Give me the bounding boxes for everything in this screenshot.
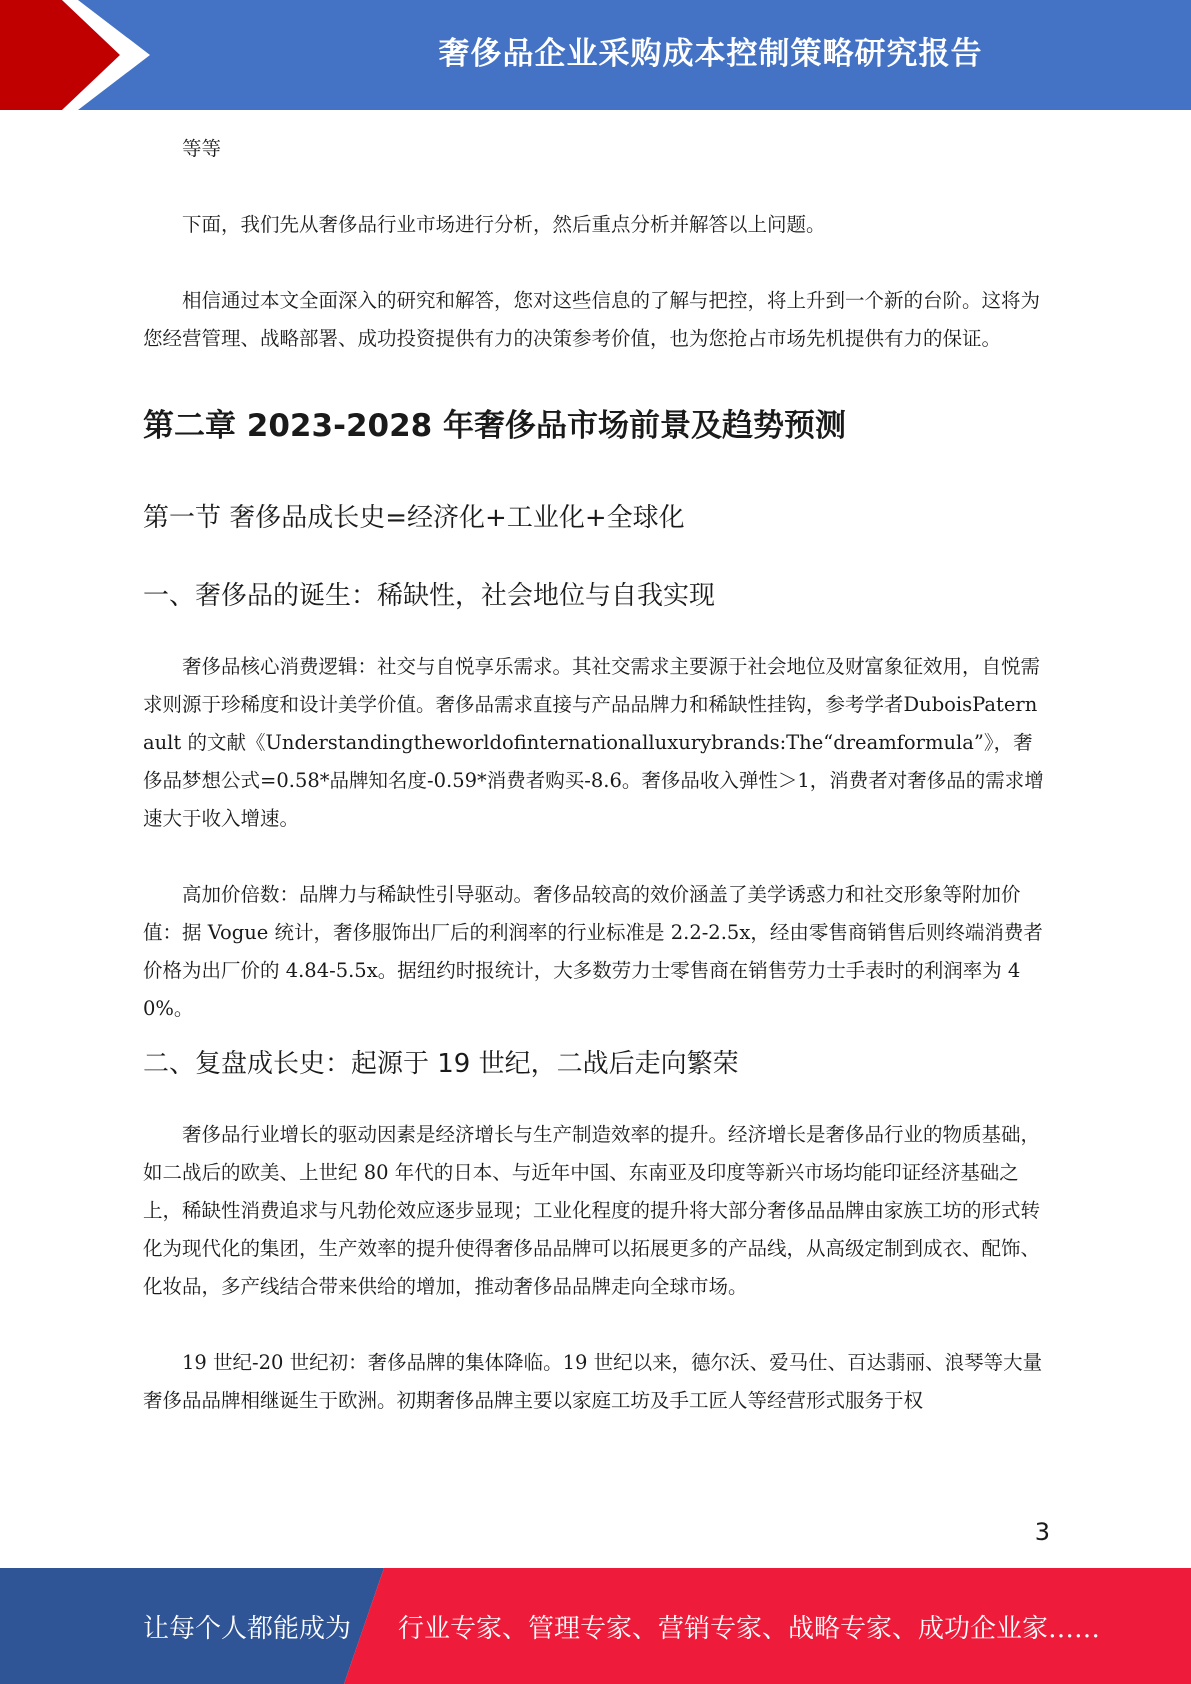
- page-number: 3: [1034, 1518, 1050, 1546]
- paragraph: 相信通过本文全面深入的研究和解答，您对这些信息的了解与把控，将上升到一个新的台阶。这将为您经营管理、战略部署、成功投资提供有力的决策参考价值，也为您抢占市场先机提供有力的保证。: [143, 289, 1041, 350]
- paragraph: 高加价倍数：品牌力与稀缺性引导驱动。奢侈品较高的效价涵盖了美学诱惑力和社交形象等附加价值：据 Vogue 统计，奢侈服饰出厂后的利润率的行业标准是 2.2-2.5x，经由零售商销售后则终端消费者价格为出厂价的 4.84-5.5x。据纽约时报统计，大多数劳力士零售商在销售劳力士手表时的利润率为 40%。: [143, 883, 1043, 1020]
- page-content: [143, 130, 1045, 1420]
- chapter-heading: 第二章 2023-2028 年奢侈品市场前景及趋势预测: [143, 408, 847, 444]
- paragraph: 奢侈品行业增长的驱动因素是经济增长与生产制造效率的提升。经济增长是奢侈品行业的物质基础，如二战后的欧美、上世纪 80 年代的日本、与近年中国、东南亚及印度等新兴市场均能印证经济基础之上，稀缺性消费追求与凡勃伦效应逐步显现；工业化程度的提升将大部分奢侈品品牌由家族工坊的形式转化为现代化的集团，生产效率的提升使得奢侈品品牌可以拓展更多的产品线，从高级定制到成衣、配饰、化妆品，多产线结合带来供给的增加，推动奢侈品品牌走向全球市场。: [143, 1123, 1041, 1298]
- header-title: 奢侈品企业采购成本控制策略研究报告: [438, 35, 983, 72]
- subsection-heading: 二、复盘成长史：起源于 19 世纪，二战后走向繁荣: [143, 1049, 739, 1079]
- paragraph: 19 世纪-20 世纪初：奢侈品牌的集体降临。19 世纪以来，德尔沃、爱马仕、百达翡丽、浪琴等大量奢侈品品牌相继诞生于欧洲。初期奢侈品牌主要以家庭工坊及手工匠人等经营形式服务于权: [143, 1351, 1043, 1412]
- page-header: [0, 0, 1191, 110]
- page-footer: [0, 1568, 1191, 1684]
- section-heading: 第一节 奢侈品成长史=经济化+工业化+全球化: [143, 503, 685, 533]
- subsection-heading: 一、奢侈品的诞生：稀缺性，社会地位与自我实现: [143, 581, 716, 611]
- header-arrow-decoration: [0, 0, 240, 110]
- footer-slogan-right: 行业专家、管理专家、营销专家、战略专家、成功企业家……: [398, 1613, 1101, 1644]
- paragraph: 下面，我们先从奢侈品行业市场进行分析，然后重点分析并解答以上问题。: [182, 213, 826, 236]
- paragraph: 等等: [182, 137, 222, 160]
- footer-slogan-left: 让每个人都能成为: [143, 1613, 352, 1644]
- paragraph: 奢侈品核心消费逻辑：社交与自悦享乐需求。其社交需求主要源于社会地位及财富象征效用，自悦需求则源于珍稀度和设计美学价值。奢侈品需求直接与产品品牌力和稀缺性挂钩，参考学者DuboisPaternault 的文献《Understandingtheworldofinternationalluxurybrands:The“dreamformula”》，奢侈品梦想公式=0.58*品牌知名度-0.59*消费者购买-8.6。奢侈品收入弹性＞1，消费者对奢侈品的需求增速大于收入增速。: [143, 655, 1044, 830]
